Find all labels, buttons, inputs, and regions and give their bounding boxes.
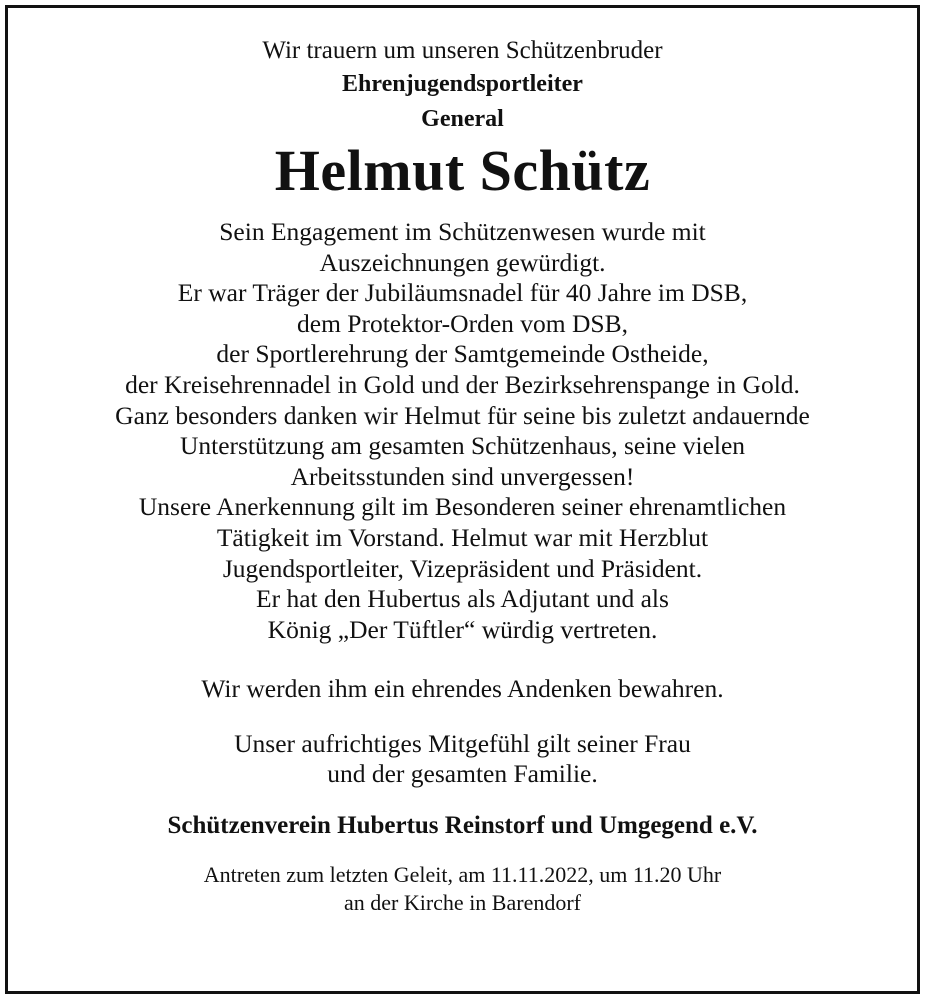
notice-border [5, 5, 920, 994]
tribute-line: der Sportlerehrung der Samtgemeinde Ostheide, [216, 339, 709, 369]
tribute-line: Er hat den Hubertus als Adjutant und als [256, 584, 669, 614]
sympathy-line: und der gesamten Familie. [327, 759, 598, 789]
rank-title: General [421, 106, 504, 132]
sympathy-line: Unser aufrichtiges Mitgefühl gilt seiner Frau [234, 729, 691, 759]
honorary-title: Ehrenjugendsportleiter [342, 71, 583, 97]
sympathy-text [8, 729, 917, 789]
tribute-line: Jugendsportleiter, Vizepräsident und Präsident. [222, 553, 703, 583]
deceased-name: Helmut Schütz [274, 138, 651, 203]
funeral-details [8, 861, 917, 917]
tribute-line: Er war Träger der Jubiläumsnadel für 40 Jahre im DSB, [177, 278, 748, 308]
funeral-line: an der Kirche in Barendorf [343, 890, 581, 916]
tribute-line: der Kreisehrennadel in Gold und der Bezirksehrenspange in Gold. [125, 369, 800, 399]
closing-line: Wir werden ihm ein ehrendes Andenken bewahren. [201, 674, 724, 704]
obituary-notice [8, 8, 917, 917]
tribute-line: Tätigkeit im Vorstand. Helmut war mit Herzblut [216, 522, 709, 552]
tribute-line: Arbeitsstunden sind unvergessen! [290, 461, 635, 491]
tribute-line: Unterstützung am gesamten Schützenhaus, seine vielen [179, 431, 746, 461]
tribute-line: Unsere Anerkennung gilt im Besonderen seiner ehrenamtlichen [138, 492, 787, 522]
tribute-text [8, 217, 917, 645]
club-signature: Schützenverein Hubertus Reinstorf und Umgegend e.V. [167, 812, 758, 840]
tribute-line: Sein Engagement im Schützenwesen wurde mit [219, 217, 706, 246]
intro-line: Wir trauern um unseren Schützenbruder [262, 37, 663, 64]
tribute-line: Ganz besonders danken wir Helmut für seine bis zuletzt andauernde [115, 400, 810, 430]
funeral-line: Antreten zum letzten Geleit, am 11.11.2022, um 11.20 Uhr [203, 862, 722, 888]
tribute-line: dem Protektor-Orden vom DSB, [297, 308, 628, 338]
tribute-line: Auszeichnungen gewürdigt. [319, 247, 606, 277]
tribute-line: König „Der Tüftler“ würdig vertreten. [267, 614, 658, 644]
